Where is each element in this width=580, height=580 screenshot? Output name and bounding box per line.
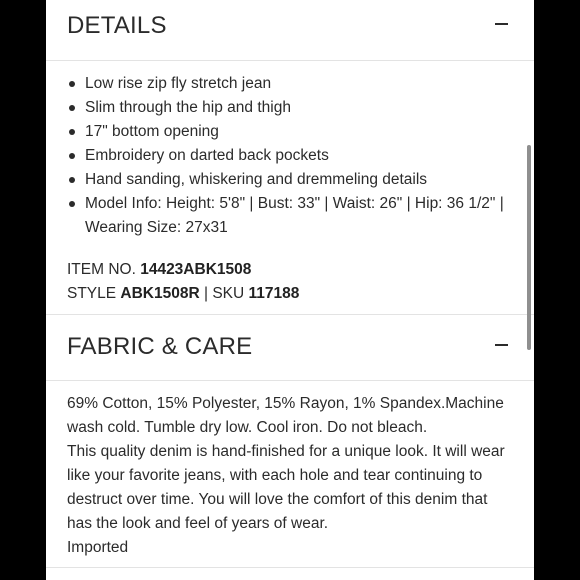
bullet-icon [69,129,75,135]
bullet-text: Embroidery on darted back pockets [85,147,329,164]
style-sku-line [67,282,517,306]
item-number-line [67,258,517,282]
product-info-panel[interactable] [46,0,534,580]
fabric-paragraph: 69% Cotton, 15% Polyester, 15% Rayon, 1% Spandex.Machine wash cold. Tumble dry low. Cool iron. Do not bleach. [67,395,504,436]
item-number-label: ITEM NO. [67,261,136,278]
minus-icon[interactable] [495,344,508,346]
sku-value: 117188 [248,285,300,302]
bullet-icon [69,81,75,87]
bullet-icon [69,105,75,111]
bullet-text: Model Info: Height: 5'8" | Bust: 33" | Waist: 26" | Hip: 36 1/2" | Wearing Size: 27x31 [85,195,504,236]
fabric-paragraph: This quality denim is hand-finished for a unique look. It will wear like your favorite jeans, with each hole and tear continuing to destruct over time. You will love the comfort of this denim that has the look and feel of years of wear. [67,443,505,532]
fabric-care-text [67,392,515,560]
sku-label: | SKU [204,285,245,302]
list-item [67,120,522,144]
bullet-icon [69,177,75,183]
scrollbar-thumb[interactable] [527,145,531,350]
details-divider [46,60,534,61]
bullet-icon [69,201,75,207]
list-item [67,72,522,96]
fabric-divider [46,380,534,381]
fabric-accordion-header[interactable] [46,321,534,377]
bullet-icon [69,153,75,159]
list-item [67,144,522,168]
details-title: DETAILS [67,12,167,39]
bullet-text: 17" bottom opening [85,123,219,140]
fabric-paragraph: Imported [67,539,129,556]
minus-icon[interactable] [495,23,508,25]
list-item [67,168,522,192]
style-value: ABK1508R [120,285,200,302]
list-item [67,96,522,120]
bullet-text: Hand sanding, whiskering and dremmeling details [85,171,428,188]
bullet-text: Low rise zip fly stretch jean [85,75,272,92]
details-bullet-list [67,72,522,240]
fabric-title: FABRIC & CARE [67,333,253,360]
list-item [67,192,522,240]
fabric-top-divider [46,314,534,315]
style-label: STYLE [67,285,117,302]
bottom-divider [46,567,534,568]
bullet-text: Slim through the hip and thigh [85,99,291,116]
details-accordion-header[interactable] [46,0,534,56]
item-number-value: 14423ABK1508 [140,261,252,278]
